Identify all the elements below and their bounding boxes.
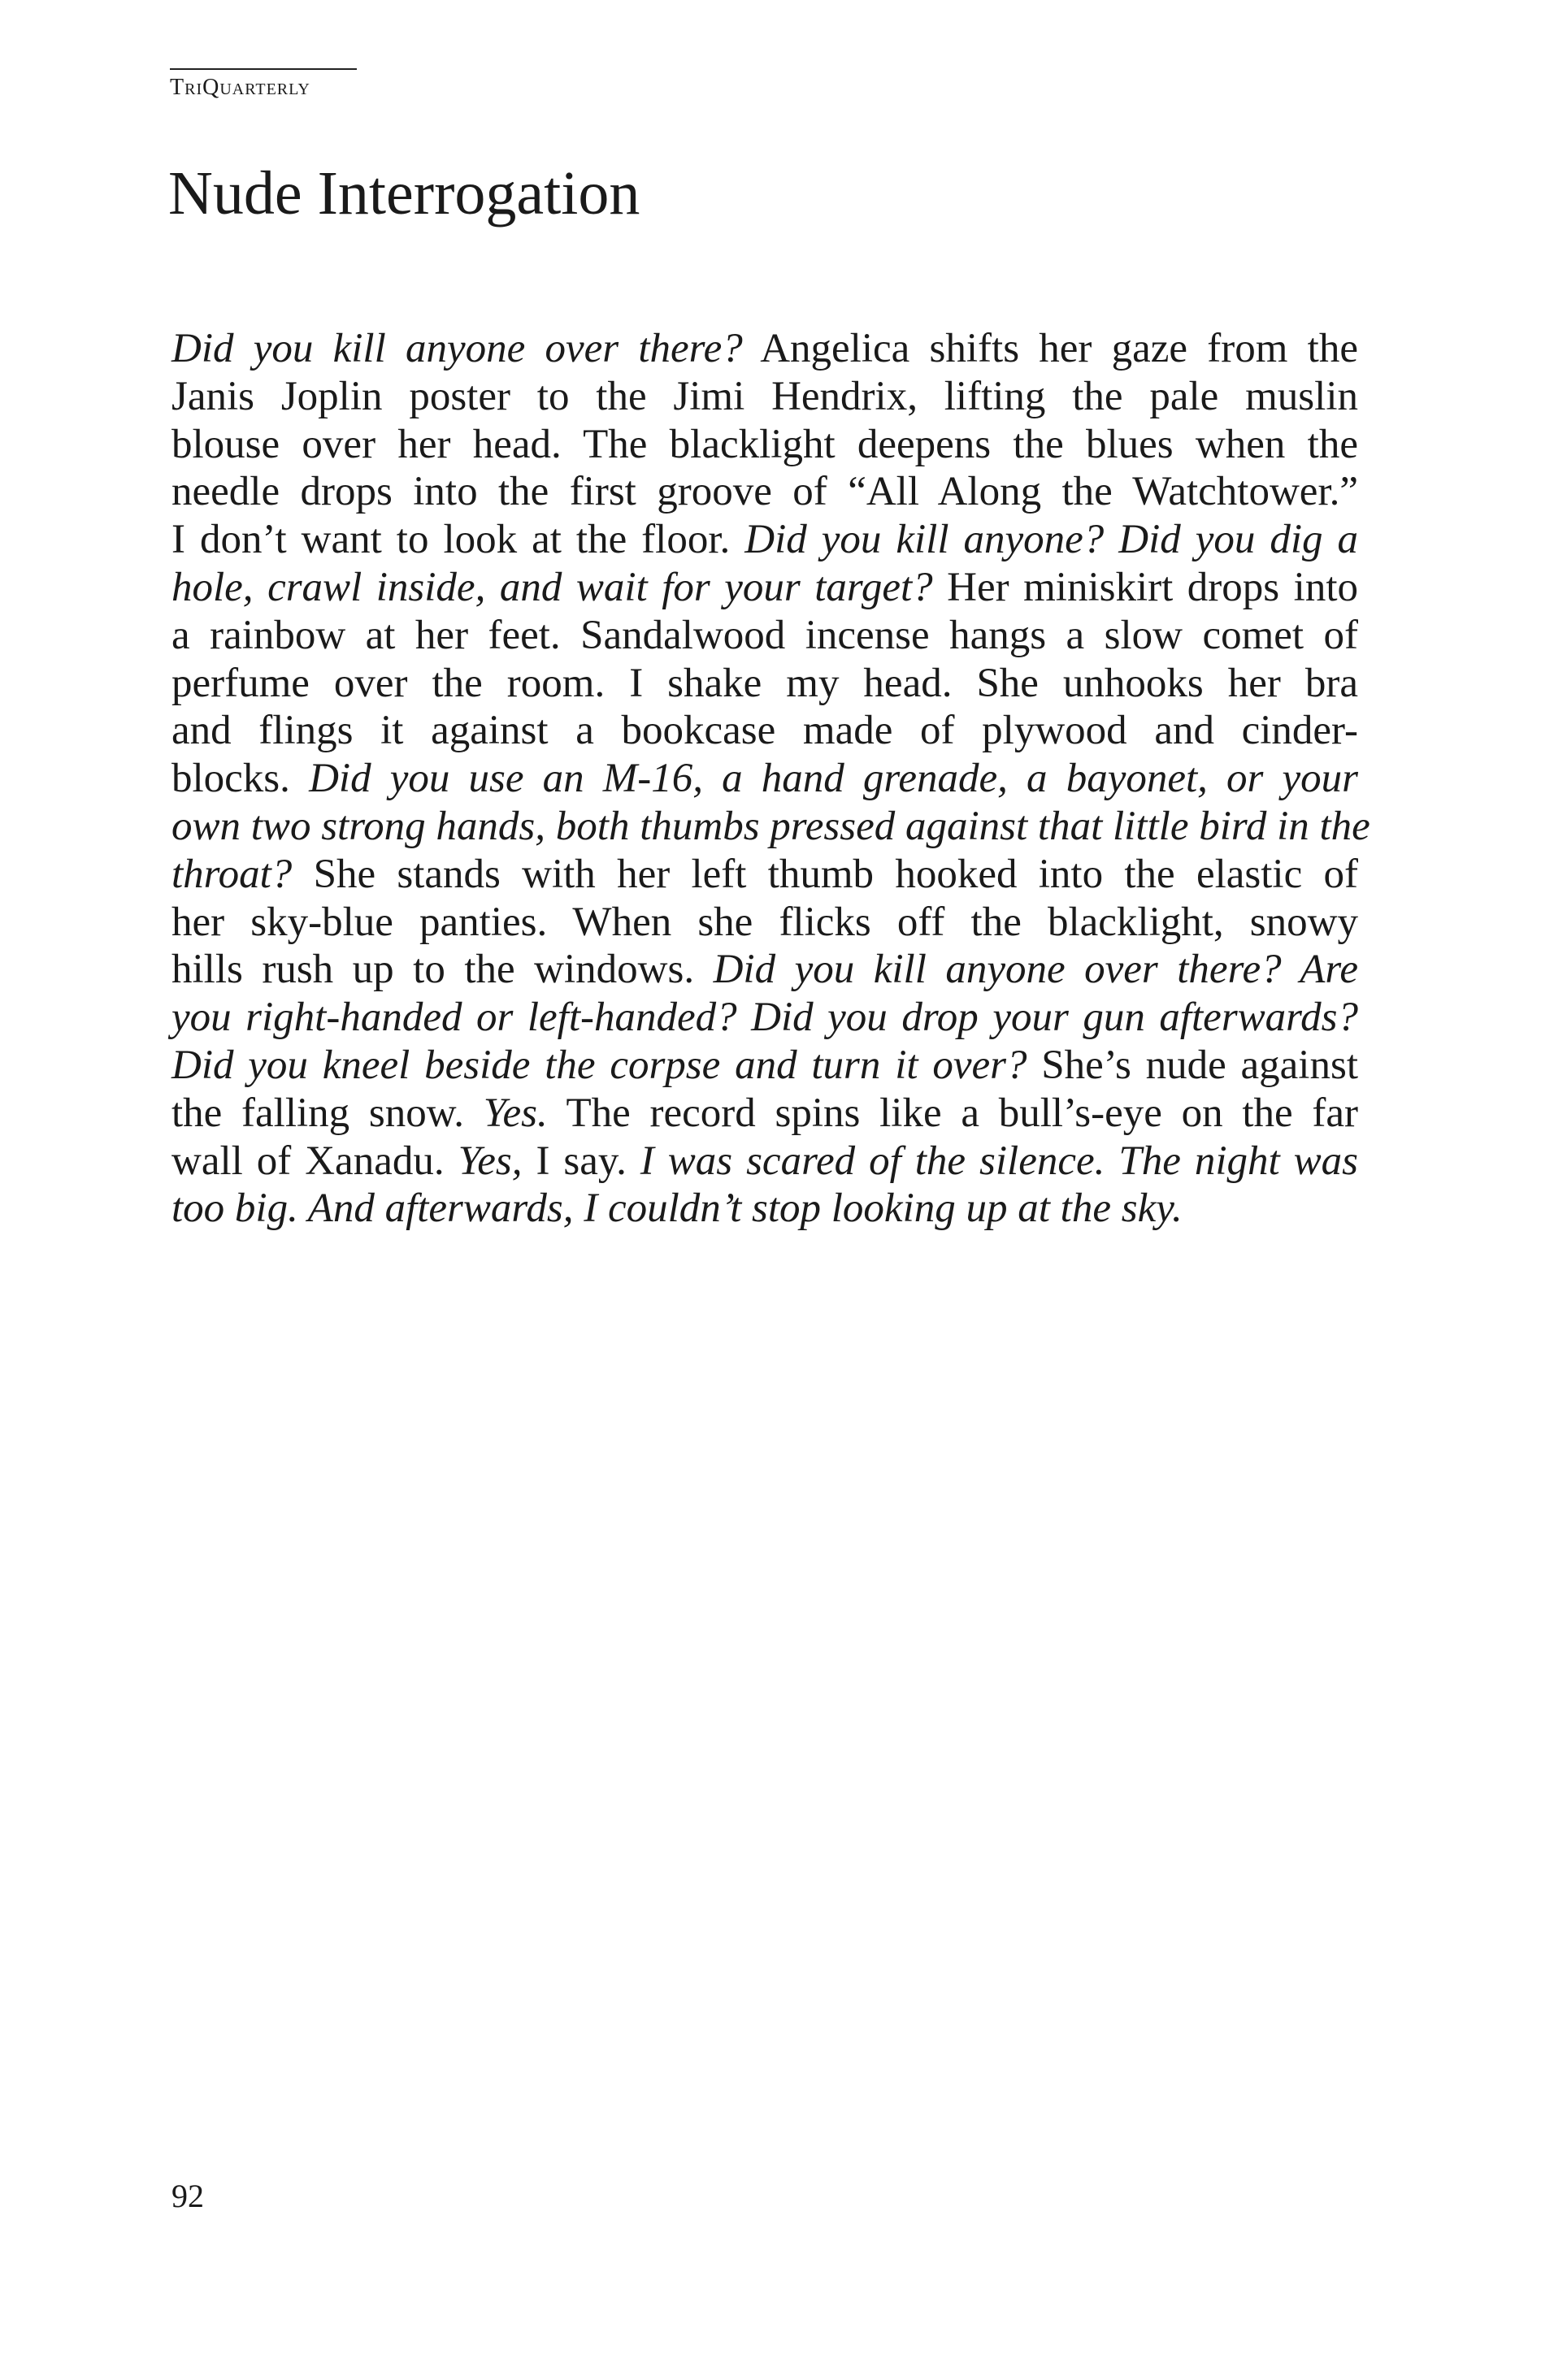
italic-question-text: Did you kill anyone over there? Are xyxy=(713,947,1358,993)
body-text-run: Janis Joplin poster to the Jimi Hendrix, lifting the pale muslin xyxy=(171,373,1358,419)
body-text-run: She’s nude against xyxy=(1027,1042,1358,1088)
body-line xyxy=(171,755,1358,803)
body-line xyxy=(171,612,1358,660)
italic-question-text: hole, crawl inside, and wait for your target? xyxy=(171,564,933,610)
italic-question-text: Did you kill anyone over there? xyxy=(171,326,743,371)
body-text-run: her sky-blue panties. When she flicks off the blacklight, snowy xyxy=(171,899,1358,945)
body-line xyxy=(171,994,1358,1042)
body-text-run: needle drops into the first groove of “All Along the Watchtower.” xyxy=(171,469,1358,515)
body-text-run: The record spins like a bull’s-eye on the far xyxy=(547,1090,1358,1136)
body-text-run: hills rush up to the windows. xyxy=(171,947,714,993)
italic-question-text: too big. And afterwards, I couldn’t stop looking up at the sky. xyxy=(171,1186,1183,1232)
italic-question-text: you right-handed or left-handed? Did you drop your gun afterwards? xyxy=(171,995,1358,1041)
poem-body xyxy=(171,325,1370,1233)
italic-question-text: Did you kill anyone? xyxy=(744,517,1105,563)
italic-question-text: Yes. xyxy=(483,1090,548,1136)
body-text-run xyxy=(1104,517,1118,562)
body-text-run: a rainbow at her feet. Sandalwood incense hangs a slow comet of xyxy=(171,612,1358,658)
body-line xyxy=(171,1042,1358,1090)
italic-question-text: throat? xyxy=(171,851,293,897)
body-text-run: and flings it against a bookcase made of plywood and cinder- xyxy=(171,708,1358,754)
body-line xyxy=(171,564,1358,612)
body-line xyxy=(171,468,1358,516)
page-number: 92 xyxy=(171,2178,204,2214)
body-line xyxy=(171,373,1358,421)
body-text-run: wall of Xanadu. xyxy=(171,1138,458,1184)
body-text-run: the falling snow. xyxy=(171,1090,484,1136)
body-line xyxy=(171,851,1358,899)
poem-title: Nude Interrogation xyxy=(168,159,640,228)
body-line xyxy=(171,946,1358,994)
body-line xyxy=(171,1185,1358,1233)
body-line xyxy=(171,899,1358,947)
italic-question-text: Yes, xyxy=(458,1138,523,1184)
body-text-run: Her miniskirt drops into xyxy=(932,564,1358,610)
body-text-run: I don’t want to look at the floor. xyxy=(171,517,745,563)
body-text-run: I say. xyxy=(522,1138,640,1184)
italic-question-text: Did you use an M-16, a hand grenade, a bayonet, or your xyxy=(309,756,1359,802)
body-line xyxy=(171,707,1358,755)
italic-question-text: Did you kneel beside the corpse and turn it over? xyxy=(171,1042,1027,1088)
body-line xyxy=(171,325,1358,373)
body-text-run: perfume over the room. I shake my head. She unhooks her bra xyxy=(171,660,1358,706)
body-line xyxy=(171,803,1370,851)
body-line xyxy=(171,1090,1358,1138)
body-line xyxy=(171,1138,1358,1186)
body-text-run: blouse over her head. The blacklight deepens the blues when the xyxy=(171,421,1358,467)
body-text-run: She stands with her left thumb hooked into the elastic of xyxy=(292,851,1358,897)
italic-question-text: Did you dig a xyxy=(1118,517,1359,563)
italic-question-text: own two strong hands, both thumbs pressed against that little bird in the xyxy=(171,803,1370,849)
italic-question-text: I was scared of the silence. The night was xyxy=(640,1138,1358,1184)
running-head: TriQuarterly xyxy=(170,68,357,99)
body-text-run: blocks. xyxy=(171,756,310,802)
body-text-run: Angelica shifts her gaze from the xyxy=(742,326,1358,371)
body-line xyxy=(171,516,1358,564)
body-line xyxy=(171,421,1358,469)
body-line xyxy=(171,660,1358,708)
